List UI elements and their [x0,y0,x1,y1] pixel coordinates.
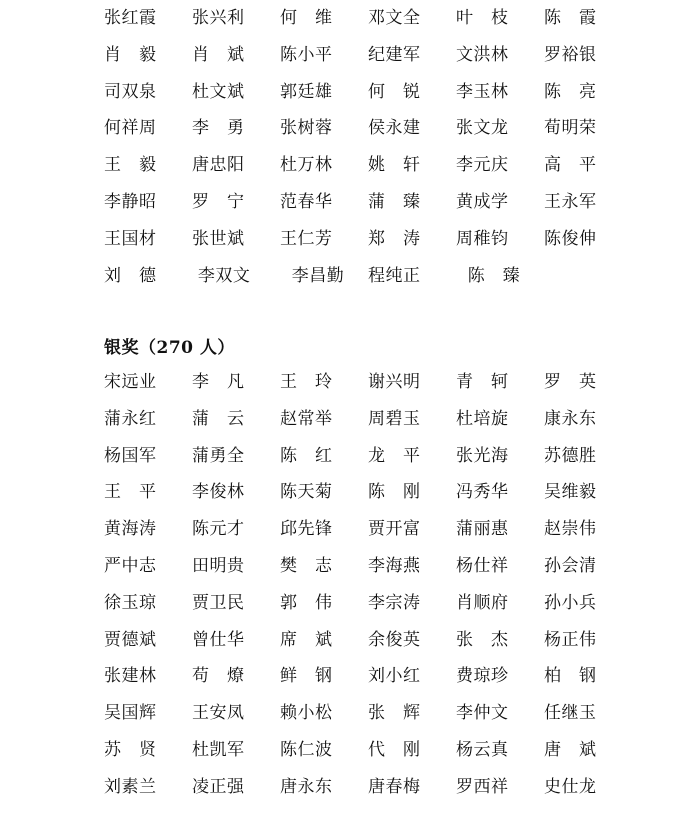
name-cell: 苟 燎 [192,666,245,687]
name-cell: 文洪林 [456,44,509,65]
name-cell: 王仁芳 [280,228,333,249]
name-cell: 杨正伟 [544,629,597,650]
name-cell: 张 辉 [368,703,421,724]
name-cell: 吴国辉 [104,703,157,724]
name-cell: 唐春梅 [368,776,421,797]
name-cell: 樊 志 [280,555,333,576]
name-cell: 贾德斌 [104,629,157,650]
name-cell: 李双文 [192,265,251,286]
name-cell: 李宗涛 [368,592,421,613]
name-cell: 鲜 钢 [280,666,333,687]
name-cell: 荀明荣 [544,118,597,139]
name-cell: 李静昭 [104,191,157,212]
name-cell: 黄成学 [456,191,509,212]
name-cell: 谢兴明 [368,372,421,392]
name-cell: 陈 亮 [544,81,597,102]
name-cell: 孙小兵 [544,592,597,613]
name-cell: 周碧玉 [368,408,421,429]
name-cell: 何 维 [280,8,333,28]
name-cell: 张红霞 [104,8,157,28]
silver-award-heading: 银奖（270 人） [104,338,235,358]
name-cell: 张建林 [104,666,157,687]
name-cell [544,265,604,302]
name-cell: 罗 英 [544,372,597,392]
name-cell: 杨国军 [104,445,157,466]
name-cell: 青 轲 [456,372,509,392]
name-cell: 何祥周 [104,118,157,139]
name-cell: 赵崇伟 [544,519,597,540]
name-cell: 杜文斌 [192,81,245,102]
name-cell: 程纯正 [368,265,421,286]
name-cell: 司双泉 [104,81,157,102]
name-cell: 宋远业 [104,372,157,392]
name-cell: 周稚钧 [456,228,509,249]
name-cell: 任继玉 [544,703,597,724]
name-cell: 刘 德 [104,265,157,286]
name-cell: 陈小平 [280,44,333,65]
name-cell: 李 勇 [192,118,245,139]
name-cell: 蒲勇全 [192,445,245,466]
name-cell: 杨云真 [456,739,509,760]
name-cell: 黄海涛 [104,519,157,540]
name-cell: 张光海 [456,445,509,466]
name-cell: 余俊英 [368,629,421,650]
name-cell: 孙会清 [544,555,597,576]
name-cell: 肖 毅 [104,44,157,65]
name-cell: 苏德胜 [544,445,597,466]
name-cell: 龙 平 [368,445,421,466]
name-cell: 田明贵 [192,555,245,576]
name-cell: 罗 宁 [192,191,245,212]
name-cell: 陈仁波 [280,739,333,760]
name-cell: 罗西祥 [456,776,509,797]
name-cell: 赵常举 [280,408,333,429]
name-cell: 唐 斌 [544,739,597,760]
name-cell: 李 凡 [192,372,245,392]
name-cell: 肖顺府 [456,592,509,613]
name-cell: 徐玉琼 [104,592,157,613]
name-cell: 唐忠阳 [192,155,245,176]
name-cell: 冯秀华 [456,482,509,503]
name-cell: 叶 枝 [456,8,509,28]
name-cell: 陈 红 [280,445,333,466]
name-cell: 唐永东 [280,776,333,797]
top-name-list [104,7,604,301]
name-cell: 范春华 [280,191,333,212]
name-cell: 邓文全 [368,8,421,28]
name-cell: 郭廷雄 [280,81,333,102]
name-cell: 凌正强 [192,776,245,797]
name-cell: 康永东 [544,408,597,429]
name-cell: 何 锐 [368,81,421,102]
name-cell: 陈俊伸 [544,228,597,249]
name-cell: 张兴利 [192,8,245,28]
name-cell: 蒲永红 [104,408,157,429]
name-cell: 费琼珍 [456,666,509,687]
name-cell: 柏 钢 [544,666,597,687]
name-cell: 王 毅 [104,155,157,176]
name-cell: 杜培旋 [456,408,509,429]
name-cell: 王安凤 [192,703,245,724]
name-cell: 蒲丽惠 [456,519,509,540]
name-cell: 吴维毅 [544,482,597,503]
name-cell: 赖小松 [280,703,333,724]
name-cell: 贾卫民 [192,592,245,613]
name-cell: 张树蓉 [280,118,333,139]
silver-award-name-list [104,371,604,813]
name-cell: 李俊林 [192,482,245,503]
name-cell: 苏 贤 [104,739,157,760]
name-cell: 陈 刚 [368,482,421,503]
name-cell: 杜凯军 [192,739,245,760]
name-cell: 代 刚 [368,739,421,760]
name-cell: 王国材 [104,228,157,249]
name-cell: 蒲 臻 [368,191,421,212]
name-cell: 刘素兰 [104,776,157,797]
name-cell: 张文龙 [456,118,509,139]
name-cell: 杨仕祥 [456,555,509,576]
name-cell: 杜万林 [280,155,333,176]
name-cell: 姚 轩 [368,155,421,176]
name-cell: 王 玲 [280,372,333,392]
name-cell: 史仕龙 [544,776,597,797]
name-cell: 李仲文 [456,703,509,724]
name-cell: 郭 伟 [280,592,333,613]
name-cell: 侯永建 [368,118,421,139]
name-cell: 刘小红 [368,666,421,687]
name-cell: 王永军 [544,191,597,212]
name-cell: 王 平 [104,482,157,503]
name-cell: 蒲 云 [192,408,245,429]
name-cell: 张 杰 [456,629,509,650]
name-cell: 肖 斌 [192,44,245,65]
name-cell: 严中志 [104,555,157,576]
name-cell: 罗裕银 [544,44,597,65]
name-cell: 郑 涛 [368,228,421,249]
name-cell: 李玉林 [456,81,509,102]
name-cell: 曾仕华 [192,629,245,650]
name-cell: 李昌勤 [280,265,345,286]
name-cell: 纪建军 [368,44,421,65]
name-cell: 李元庆 [456,155,509,176]
name-cell: 陈元才 [192,519,245,540]
name-cell: 陈天菊 [280,482,333,503]
name-cell: 张世斌 [192,228,245,249]
name-cell: 席 斌 [280,629,333,650]
name-cell: 李海燕 [368,555,421,576]
name-cell: 高 平 [544,155,597,176]
name-cell: 邱先锋 [280,519,333,540]
name-cell: 陈 霞 [544,8,597,28]
name-cell: 贾开富 [368,519,421,540]
name-cell: 陈 臻 [456,265,521,286]
